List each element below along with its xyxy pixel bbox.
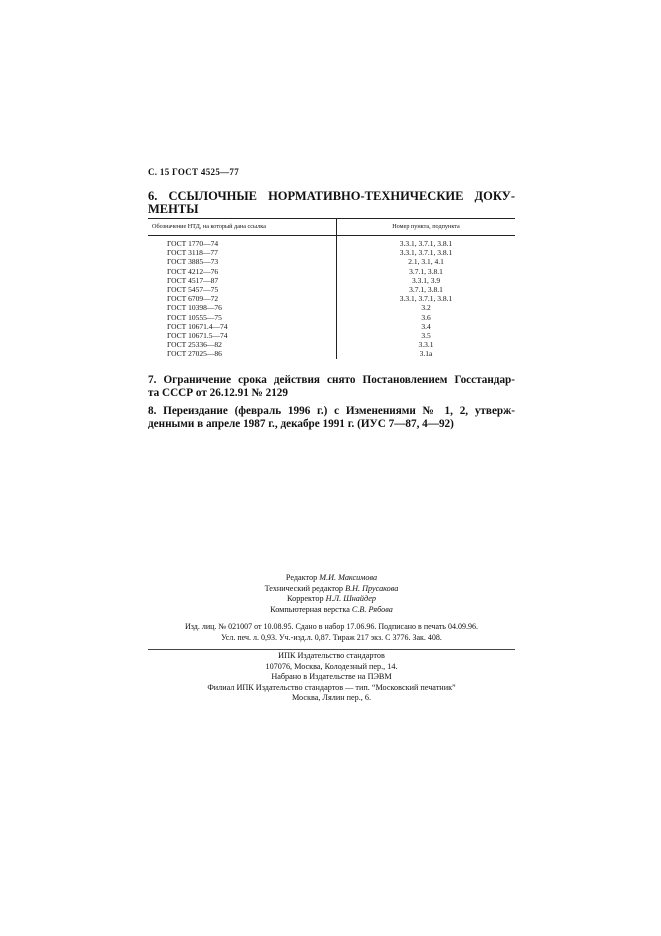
doc-cell: ГОСТ 3885—73 (148, 257, 337, 266)
doc-cell: ГОСТ 10671.5—74 (148, 331, 337, 340)
doc-cell: ГОСТ 10671.4—74 (148, 322, 337, 331)
doc-cell: ГОСТ 10555—75 (148, 313, 337, 322)
clause-cell: 3.5 (421, 331, 431, 341)
section-7-line2: та СССР от 26.12.91 № 2129 (148, 387, 288, 399)
doc-cell: ГОСТ 10398—76 (148, 303, 337, 312)
table-row (148, 236, 515, 249)
table-row (148, 285, 515, 294)
section-6-title-line1: 6. ССЫЛОЧНЫЕ НОРМАТИВНО-ТЕХНИЧЕСКИЕ ДОКУ- (148, 189, 515, 203)
clause-cell: 3.6 (421, 312, 431, 322)
clause-cell: 3.7.1, 3.8.1 (409, 285, 443, 295)
col-header-clause: Номер пункта, подпункта (337, 219, 516, 236)
layout-name: С.В. Рябова (351, 604, 393, 614)
section-7-line1: 7. Ограничение срока действия снято Постановлением Госстандар- (148, 374, 515, 386)
clause-cell: 3.4 (421, 321, 431, 331)
imprint-line4: Филиал ИПК Издательство стандартов — тип. “Московский печатник” (207, 682, 456, 692)
clause-cell: 3.2 (421, 303, 431, 313)
imprint-line1: ИПК Издательство стандартов (278, 651, 385, 660)
table-header-row (148, 219, 515, 236)
imprint-line5: Москва, Лялин пер., 6. (291, 693, 372, 702)
table-row (148, 257, 515, 266)
publication-line1: Изд. лиц. № 021007 от 10.08.95. Сдано в набор 17.06.96. Подписано в печать 04.09.96. (185, 622, 478, 631)
table-row (148, 322, 515, 331)
imprint-divider (148, 649, 515, 650)
corrector-credit (148, 594, 515, 605)
doc-cell: ГОСТ 3118—77 (148, 248, 337, 257)
doc-cell: ГОСТ 4517—87 (148, 276, 337, 285)
section-7-paragraph (148, 374, 515, 400)
table-row (148, 340, 515, 349)
clause-cell: 3.1а (419, 349, 433, 359)
table-row (148, 294, 515, 303)
col-header-document: Обозначение НТД, на который дана ссылка (148, 219, 337, 236)
clause-cell: 3.3.1, 3.7.1, 3.8.1 (399, 248, 453, 258)
table-row (148, 313, 515, 322)
publication-line2: Усл. печ. л. 0,93. Уч.-изд.л. 0,87. Тираж 217 экз. С 3776. Зак. 408. (221, 632, 442, 642)
publisher-imprint (148, 651, 515, 704)
imprint-line2: 107076, Москва, Колодезный пер., 14. (265, 661, 398, 671)
clause-cell: 2.1, 3.1, 4.1 (408, 257, 444, 267)
corrector-name: Н.Л. Шнайдер (325, 594, 376, 603)
section-8-line2: денными в апреле 1987 г., декабре 1991 г. (ИУС 7—87, 4—92) (148, 418, 454, 430)
table-row (148, 248, 515, 257)
table-row (148, 303, 515, 312)
imprint-line3: Набрано в Издательстве на ПЭВМ (271, 672, 392, 681)
layout-label: Компьютерная верстка (270, 604, 350, 614)
clause-cell: 3.7.1, 3.8.1 (409, 266, 443, 276)
editor-label: Редактор (285, 573, 318, 582)
doc-cell: ГОСТ 6709—72 (148, 294, 337, 303)
doc-cell: ГОСТ 27025—86 (148, 349, 337, 358)
section-8-line1: 8. Переиздание (февраль 1996 г.) с Изменениями № 1, 2, утверж- (148, 405, 515, 417)
clause-cell: 3.3.1 (418, 340, 434, 350)
clause-cell: 3.3.1, 3.7.1, 3.8.1 (399, 294, 453, 304)
running-header: С. 15 ГОСТ 4525—77 (148, 167, 240, 177)
clause-cell: 3.3.1, 3.7.1, 3.8.1 (399, 239, 453, 248)
table-row (148, 276, 515, 285)
doc-cell: ГОСТ 5457—75 (148, 285, 337, 294)
table-row (148, 349, 515, 358)
table-row (148, 267, 515, 276)
table-row (148, 331, 515, 340)
clause-cell: 3.3.1, 3.9 (411, 275, 441, 285)
editor-credit (148, 573, 515, 584)
doc-cell: ГОСТ 4212—76 (148, 267, 337, 276)
editorial-credits (148, 573, 515, 615)
section-8-paragraph (148, 405, 515, 431)
tech-editor-credit (148, 584, 515, 595)
references-table (148, 218, 515, 359)
section-6-heading (148, 190, 515, 216)
doc-cell: ГОСТ 25336—82 (148, 340, 337, 349)
section-6-title-line2: МЕНТЫ (148, 202, 199, 216)
tech-editor-label: Технический редактор (264, 583, 344, 593)
editor-name: М.И. Максимова (319, 573, 378, 582)
doc-cell: ГОСТ 1770—74 (148, 236, 337, 249)
tech-editor-name: В.Н. Прусакова (345, 583, 399, 593)
publication-info (148, 622, 515, 643)
corrector-label: Корректор (287, 594, 324, 603)
layout-credit (148, 605, 515, 616)
